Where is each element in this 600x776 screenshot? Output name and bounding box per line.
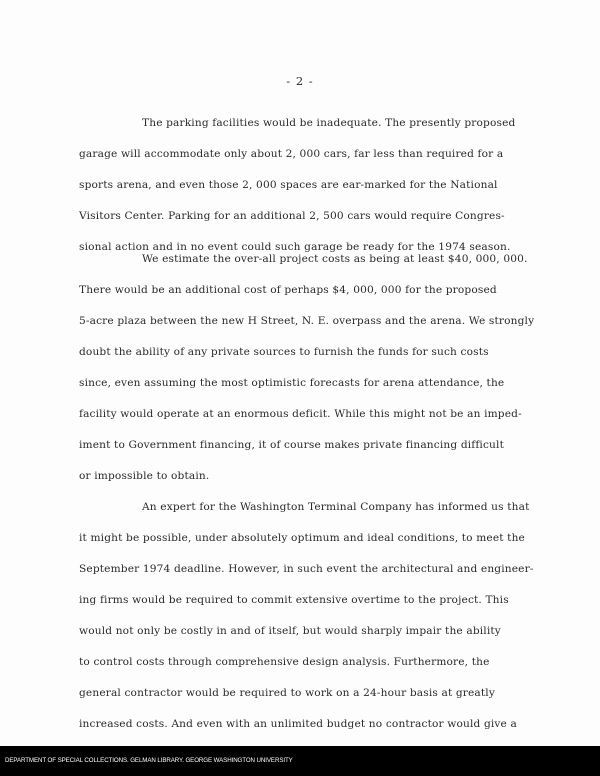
paragraph-1-line: Visitors Center. Parking for an additional 2, 500 cars would require Congres- [79,210,505,222]
paragraph-1-line: garage will accommodate only about 2, 000 cars, far less than required for a [79,148,504,160]
paragraph-2-line: iment to Government financing, it of course makes private financing difficult [79,439,504,451]
paragraph-1-line: sional action and in no event could such garage be ready for the 1974 season. [79,241,511,253]
paragraph-3-line: would not only be costly in and of itself, but would sharply impair the ability [79,625,501,637]
paragraph-3-line: to control costs through comprehensive design analysis. Furthermore, the [79,656,490,668]
footer-credit: DEPARTMENT OF SPECIAL COLLECTIONS. GELMAN LIBRARY. GEORGE WASHINGTON UNIVERSITY [5,757,293,764]
page-number: - 2 - [286,74,314,88]
paragraph-2-line: There would be an additional cost of perhaps $4, 000, 000 for the proposed [79,284,497,296]
paragraph-3-line: it might be possible, under absolutely optimum and ideal conditions, to meet the [79,532,525,544]
paragraph-2-line: doubt the ability of any private sources to furnish the funds for such costs [79,346,489,358]
paragraph-3-line: increased costs. And even with an unlimited budget no contractor would give a [79,718,517,730]
paragraph-2-line: 5-acre plaza between the new H Street, N. E. overpass and the arena. We strongly [79,315,535,327]
archive-footer [0,746,600,776]
paragraph-1-line: sports arena, and even those 2, 000 spaces are ear-marked for the National [79,179,498,191]
paragraph-3-line: general contractor would be required to work on a 24-hour basis at greatly [79,687,495,699]
paragraph-2-line: or impossible to obtain. [79,470,210,482]
paragraph-2-line: since, even assuming the most optimistic forecasts for arena attendance, the [79,377,505,389]
paragraph-3-line: ing firms would be required to commit extensive overtime to the project. This [79,594,509,606]
paragraph-2-line: facility would operate at an enormous deficit. While this might not be an imped- [79,408,522,420]
paragraph-2-line: We estimate the over-all project costs as being at least $40, 000, 000. [142,253,528,265]
paragraph-3-line: An expert for the Washington Terminal Company has informed us that [142,501,530,513]
paragraph-3-line: September 1974 deadline. However, in such event the architectural and engineer- [79,563,534,575]
paragraph-1-line: The parking facilities would be inadequate. The presently proposed [142,117,516,129]
